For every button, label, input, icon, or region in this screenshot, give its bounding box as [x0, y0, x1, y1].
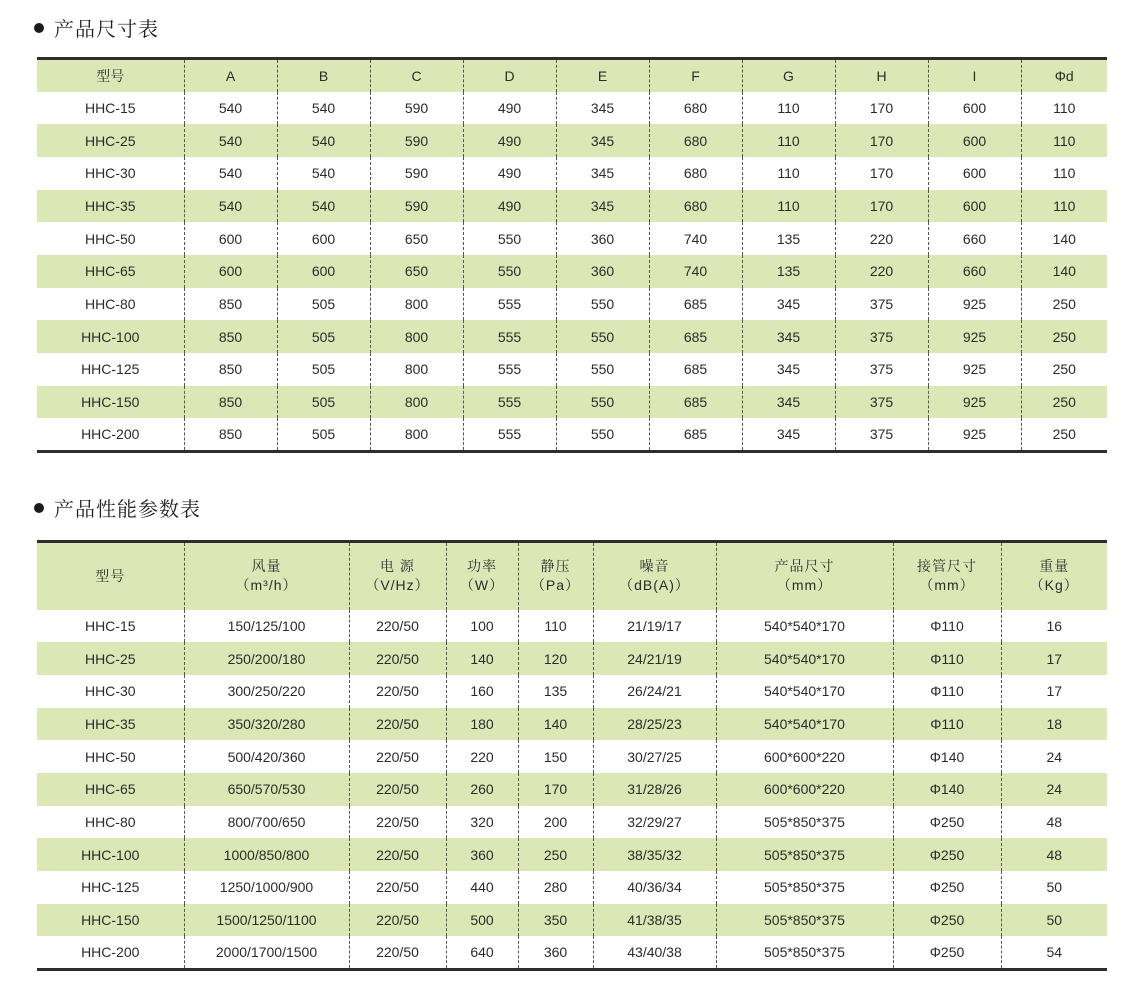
- dimension-cell: 250: [1021, 386, 1107, 419]
- spec-cell: 220/50: [349, 740, 446, 773]
- model-cell: HHC-35: [84, 197, 136, 214]
- spec-cell: 32/29/27: [593, 806, 716, 839]
- dimension-cell: 850: [184, 288, 277, 321]
- dimension-cell: 375: [835, 353, 928, 386]
- dimension-cell: 360: [556, 255, 649, 288]
- dimension-cell: 740: [649, 255, 742, 288]
- section-title-dimensions: [34, 13, 159, 42]
- spec-cell: Φ250: [893, 936, 1001, 969]
- column-header: [716, 542, 893, 610]
- dimension-cell: 800: [370, 386, 463, 419]
- dimension-cell: 925: [928, 386, 1021, 419]
- spec-cell: 640: [446, 936, 518, 969]
- spec-cell: 300/250/220: [184, 675, 349, 708]
- dimension-cell: 345: [556, 157, 649, 190]
- header-unit: （Kg）: [1029, 577, 1079, 594]
- model-cell: HHC-15: [84, 99, 136, 116]
- header-unit: （V/Hz）: [365, 577, 430, 594]
- dimension-cell: 800: [370, 320, 463, 353]
- spec-cell: 140: [518, 708, 593, 741]
- spec-cell: 360: [518, 936, 593, 969]
- table-header-row: [37, 542, 1107, 610]
- spec-cell: 220/50: [349, 610, 446, 643]
- table-row: [37, 255, 1107, 288]
- table-row: [37, 418, 1107, 451]
- model-cell: HHC-80: [84, 813, 136, 830]
- table-row: [37, 904, 1107, 937]
- table-row: [37, 936, 1107, 969]
- model-cell: HHC-150: [81, 912, 140, 929]
- dimension-cell: 685: [649, 353, 742, 386]
- model-cell: HHC-65: [84, 263, 136, 280]
- dimension-cell: 345: [742, 353, 835, 386]
- spec-cell: 1500/1250/1100: [184, 904, 349, 937]
- table-row: [37, 92, 1107, 125]
- dimension-cell: 850: [184, 386, 277, 419]
- spec-cell: Φ250: [893, 806, 1001, 839]
- table-row: [37, 675, 1107, 708]
- spec-cell: 48: [1001, 838, 1107, 871]
- column-header: I: [928, 59, 1021, 92]
- spec-cell: Φ250: [893, 871, 1001, 904]
- dimension-cell: 540: [277, 124, 370, 157]
- spec-cell: 43/40/38: [593, 936, 716, 969]
- spec-cell: 38/35/32: [593, 838, 716, 871]
- dimension-cell: 505: [277, 320, 370, 353]
- dimension-cell: 540: [184, 190, 277, 223]
- section-title-text: 产品尺寸表: [54, 17, 159, 41]
- dimension-cell: 540: [277, 92, 370, 125]
- dimension-cell: 600: [928, 92, 1021, 125]
- dimension-cell: 490: [463, 190, 556, 223]
- dimension-cell: 600: [928, 157, 1021, 190]
- spec-cell: 505*850*375: [716, 936, 893, 969]
- table-row: [37, 708, 1107, 741]
- column-header: A: [184, 59, 277, 92]
- spec-cell: 170: [518, 773, 593, 806]
- spec-cell: 500/420/360: [184, 740, 349, 773]
- spec-cell: 540*540*170: [716, 642, 893, 675]
- model-cell: HHC-50: [84, 748, 136, 765]
- table-row: [37, 222, 1107, 255]
- model-cell: HHC-50: [84, 230, 136, 247]
- dimension-cell: 110: [1021, 92, 1107, 125]
- header-unit: （Pa）: [530, 577, 581, 594]
- header-label: 重量: [1039, 558, 1070, 575]
- spec-cell: 180: [446, 708, 518, 741]
- dimension-cell: 680: [649, 157, 742, 190]
- spec-cell: 160: [446, 675, 518, 708]
- dimension-cell: 590: [370, 92, 463, 125]
- model-cell: HHC-200: [81, 425, 140, 442]
- dimension-cell: 140: [1021, 222, 1107, 255]
- column-header: C: [370, 59, 463, 92]
- dimension-cell: 680: [649, 190, 742, 223]
- dimension-cell: 680: [649, 92, 742, 125]
- header-label: 静压: [540, 558, 571, 575]
- spec-cell: 220/50: [349, 871, 446, 904]
- dimension-cell: 170: [835, 190, 928, 223]
- spec-cell: 600*600*220: [716, 740, 893, 773]
- spec-cell: 505*850*375: [716, 838, 893, 871]
- dimension-cell: 135: [742, 255, 835, 288]
- spec-cell: Φ110: [893, 642, 1001, 675]
- dimension-cell: 505: [277, 386, 370, 419]
- spec-cell: 220/50: [349, 642, 446, 675]
- dimension-cell: 685: [649, 418, 742, 451]
- dimension-cell: 110: [742, 124, 835, 157]
- spec-cell: 120: [518, 642, 593, 675]
- dimension-cell: 540: [277, 157, 370, 190]
- table-row: [37, 773, 1107, 806]
- spec-cell: Φ140: [893, 740, 1001, 773]
- dimension-cell: 170: [835, 124, 928, 157]
- spec-cell: 110: [518, 610, 593, 643]
- dimension-cell: 850: [184, 320, 277, 353]
- dimension-cell: 685: [649, 320, 742, 353]
- table-row: [37, 610, 1107, 643]
- dimension-cell: 550: [556, 320, 649, 353]
- dimension-cell: 800: [370, 288, 463, 321]
- header-label: 噪音: [639, 558, 670, 575]
- dimension-cell: 650: [370, 255, 463, 288]
- dimension-cell: 925: [928, 418, 1021, 451]
- spec-cell: 220/50: [349, 936, 446, 969]
- column-header: G: [742, 59, 835, 92]
- dimension-cell: 250: [1021, 288, 1107, 321]
- dimension-cell: 505: [277, 353, 370, 386]
- table-row: [37, 740, 1107, 773]
- dimension-cell: 540: [184, 157, 277, 190]
- column-header: [518, 542, 593, 610]
- dimension-cell: 220: [835, 255, 928, 288]
- spec-cell: Φ250: [893, 904, 1001, 937]
- spec-cell: 250: [518, 838, 593, 871]
- dimension-cell: 550: [556, 418, 649, 451]
- spec-cell: 135: [518, 675, 593, 708]
- spec-cell: 21/19/17: [593, 610, 716, 643]
- spec-cell: 24/21/19: [593, 642, 716, 675]
- spec-cell: 140: [446, 642, 518, 675]
- dimension-cell: 490: [463, 124, 556, 157]
- column-header: H: [835, 59, 928, 92]
- dimension-cell: 490: [463, 157, 556, 190]
- spec-cell: Φ110: [893, 675, 1001, 708]
- dimension-cell: 170: [835, 92, 928, 125]
- model-cell: HHC-35: [84, 715, 136, 732]
- dimension-cell: 850: [184, 418, 277, 451]
- spec-cell: 220/50: [349, 708, 446, 741]
- dimension-cell: 590: [370, 124, 463, 157]
- dimension-cell: 555: [463, 353, 556, 386]
- spec-cell: 24: [1001, 740, 1107, 773]
- header-label: 型号: [95, 567, 126, 584]
- table-row: [37, 353, 1107, 386]
- spec-cell: 150/125/100: [184, 610, 349, 643]
- spec-cell: Φ110: [893, 610, 1001, 643]
- dimension-cell: 540: [184, 92, 277, 125]
- header-unit: （W）: [459, 577, 505, 594]
- dimension-cell: 540: [184, 124, 277, 157]
- header-unit: （dB(A)）: [619, 577, 690, 594]
- spec-cell: 280: [518, 871, 593, 904]
- performance-table: [37, 540, 1107, 971]
- table-row: [37, 124, 1107, 157]
- dimension-cell: 375: [835, 386, 928, 419]
- model-cell: HHC-25: [84, 650, 136, 667]
- spec-cell: 200: [518, 806, 593, 839]
- spec-cell: Φ250: [893, 838, 1001, 871]
- header-unit: （m³/h）: [235, 577, 298, 594]
- dimension-cell: 660: [928, 222, 1021, 255]
- dimension-cell: 135: [742, 222, 835, 255]
- dimension-cell: 110: [1021, 190, 1107, 223]
- spec-cell: 505*850*375: [716, 871, 893, 904]
- spec-cell: 48: [1001, 806, 1107, 839]
- spec-cell: 350/320/280: [184, 708, 349, 741]
- column-header: [593, 542, 716, 610]
- model-cell: HHC-25: [84, 132, 136, 149]
- spec-cell: 440: [446, 871, 518, 904]
- section-title-performance: [34, 493, 201, 522]
- model-cell: HHC-125: [81, 879, 140, 896]
- dimension-cell: 550: [463, 222, 556, 255]
- spec-cell: 50: [1001, 904, 1107, 937]
- table-row: [37, 288, 1107, 321]
- dimension-cell: 800: [370, 353, 463, 386]
- dimension-cell: 110: [742, 190, 835, 223]
- column-header: Φd: [1021, 59, 1107, 92]
- dimension-cell: 345: [742, 418, 835, 451]
- dimension-cell: 540: [277, 190, 370, 223]
- spec-cell: 220/50: [349, 838, 446, 871]
- dimension-cell: 800: [370, 418, 463, 451]
- dimension-cell: 220: [835, 222, 928, 255]
- spec-cell: 17: [1001, 675, 1107, 708]
- dimension-cell: 650: [370, 222, 463, 255]
- dimension-cell: 345: [742, 320, 835, 353]
- spec-cell: 41/38/35: [593, 904, 716, 937]
- column-header: [893, 542, 1001, 610]
- spec-cell: 40/36/34: [593, 871, 716, 904]
- spec-cell: 100: [446, 610, 518, 643]
- model-cell: HHC-80: [84, 295, 136, 312]
- column-header: B: [277, 59, 370, 92]
- dimension-cell: 685: [649, 386, 742, 419]
- dimension-cell: 660: [928, 255, 1021, 288]
- dimension-cell: 110: [1021, 157, 1107, 190]
- spec-cell: 18: [1001, 708, 1107, 741]
- model-cell: HHC-150: [81, 394, 140, 411]
- header-unit: （mm）: [776, 577, 833, 594]
- dimension-cell: 170: [835, 157, 928, 190]
- dimension-cell: 345: [556, 124, 649, 157]
- spec-cell: 220/50: [349, 806, 446, 839]
- spec-cell: 260: [446, 773, 518, 806]
- dimension-cell: 925: [928, 353, 1021, 386]
- dimension-cell: 925: [928, 288, 1021, 321]
- spec-cell: 24: [1001, 773, 1107, 806]
- spec-cell: 31/28/26: [593, 773, 716, 806]
- spec-cell: 2000/1700/1500: [184, 936, 349, 969]
- dimension-cell: 375: [835, 288, 928, 321]
- model-cell: HHC-200: [81, 943, 140, 960]
- column-header: F: [649, 59, 742, 92]
- dimension-cell: 375: [835, 418, 928, 451]
- model-cell: HHC-30: [84, 683, 136, 700]
- table-row: [37, 157, 1107, 190]
- model-cell: HHC-100: [81, 846, 140, 863]
- header-unit: （mm）: [919, 577, 975, 594]
- dimension-cell: 600: [277, 222, 370, 255]
- table-row: [37, 806, 1107, 839]
- dimension-cell: 550: [556, 386, 649, 419]
- table-row: [37, 642, 1107, 675]
- dimension-cell: 345: [556, 92, 649, 125]
- dimension-cell: 110: [1021, 124, 1107, 157]
- table-row: [37, 871, 1107, 904]
- column-header: 型号: [96, 67, 125, 84]
- spec-cell: 220/50: [349, 773, 446, 806]
- dimension-cell: 140: [1021, 255, 1107, 288]
- column-header: [446, 542, 518, 610]
- header-label: 电 源: [380, 558, 415, 575]
- model-cell: HHC-30: [84, 165, 136, 182]
- column-header: [37, 542, 184, 610]
- column-header: [349, 542, 446, 610]
- spec-cell: 505*850*375: [716, 806, 893, 839]
- column-header: E: [556, 59, 649, 92]
- dimension-cell: 345: [742, 288, 835, 321]
- dimension-cell: 250: [1021, 353, 1107, 386]
- dimension-cell: 555: [463, 418, 556, 451]
- spec-cell: 220/50: [349, 675, 446, 708]
- dimension-cell: 345: [742, 386, 835, 419]
- dimension-cell: 505: [277, 288, 370, 321]
- spec-cell: 28/25/23: [593, 708, 716, 741]
- dimension-cell: 685: [649, 288, 742, 321]
- spec-cell: 540*540*170: [716, 708, 893, 741]
- table-header-row: [37, 59, 1107, 92]
- dimension-cell: 925: [928, 320, 1021, 353]
- column-header: [184, 542, 349, 610]
- spec-cell: Φ140: [893, 773, 1001, 806]
- spec-cell: 505*850*375: [716, 904, 893, 937]
- dimension-cell: 555: [463, 320, 556, 353]
- table-row: [37, 838, 1107, 871]
- model-cell: HHC-65: [84, 781, 136, 798]
- spec-cell: 16: [1001, 610, 1107, 643]
- model-cell: HHC-15: [84, 617, 136, 634]
- spec-cell: 50: [1001, 871, 1107, 904]
- dimension-cell: 555: [463, 288, 556, 321]
- dimension-cell: 600: [928, 190, 1021, 223]
- dimension-cell: 600: [928, 124, 1021, 157]
- dimensions-table: [37, 57, 1107, 453]
- spec-cell: Φ110: [893, 708, 1001, 741]
- spec-cell: 600*600*220: [716, 773, 893, 806]
- column-header: D: [463, 59, 556, 92]
- spec-cell: 350: [518, 904, 593, 937]
- bullet-icon: [34, 23, 44, 33]
- dimension-cell: 490: [463, 92, 556, 125]
- dimension-cell: 590: [370, 157, 463, 190]
- dimension-cell: 110: [742, 157, 835, 190]
- spec-cell: 26/24/21: [593, 675, 716, 708]
- header-label: 接管尺寸: [917, 558, 977, 575]
- table-row: [37, 320, 1107, 353]
- spec-cell: 150: [518, 740, 593, 773]
- model-cell: HHC-125: [81, 361, 140, 378]
- dimension-cell: 555: [463, 386, 556, 419]
- dimension-cell: 505: [277, 418, 370, 451]
- dimension-cell: 550: [556, 288, 649, 321]
- dimension-cell: 600: [277, 255, 370, 288]
- dimension-cell: 850: [184, 353, 277, 386]
- header-label: 功率: [467, 558, 497, 575]
- dimension-cell: 250: [1021, 320, 1107, 353]
- dimension-cell: 250: [1021, 418, 1107, 451]
- spec-cell: 250/200/180: [184, 642, 349, 675]
- dimension-cell: 600: [184, 255, 277, 288]
- spec-cell: 540*540*170: [716, 675, 893, 708]
- dimension-cell: 550: [463, 255, 556, 288]
- table-row: [37, 386, 1107, 419]
- spec-cell: 54: [1001, 936, 1107, 969]
- spec-cell: 320: [446, 806, 518, 839]
- table-row: [37, 190, 1107, 223]
- spec-cell: 17: [1001, 642, 1107, 675]
- model-cell: HHC-100: [81, 328, 140, 345]
- spec-cell: 1000/850/800: [184, 838, 349, 871]
- header-label: 风量: [251, 558, 282, 575]
- spec-cell: 220/50: [349, 904, 446, 937]
- header-label: 产品尺寸: [774, 558, 835, 575]
- dimension-cell: 550: [556, 353, 649, 386]
- spec-cell: 220: [446, 740, 518, 773]
- column-header: [1001, 542, 1107, 610]
- dimension-cell: 600: [184, 222, 277, 255]
- dimension-cell: 375: [835, 320, 928, 353]
- dimension-cell: 590: [370, 190, 463, 223]
- spec-cell: 1250/1000/900: [184, 871, 349, 904]
- section-title-text: 产品性能参数表: [54, 497, 201, 521]
- dimension-cell: 110: [742, 92, 835, 125]
- bullet-icon: [34, 503, 44, 513]
- dimension-cell: 360: [556, 222, 649, 255]
- spec-cell: 500: [446, 904, 518, 937]
- dimension-cell: 740: [649, 222, 742, 255]
- dimension-cell: 680: [649, 124, 742, 157]
- spec-cell: 800/700/650: [184, 806, 349, 839]
- spec-cell: 540*540*170: [716, 610, 893, 643]
- dimension-cell: 345: [556, 190, 649, 223]
- spec-cell: 30/27/25: [593, 740, 716, 773]
- spec-cell: 650/570/530: [184, 773, 349, 806]
- spec-cell: 360: [446, 838, 518, 871]
